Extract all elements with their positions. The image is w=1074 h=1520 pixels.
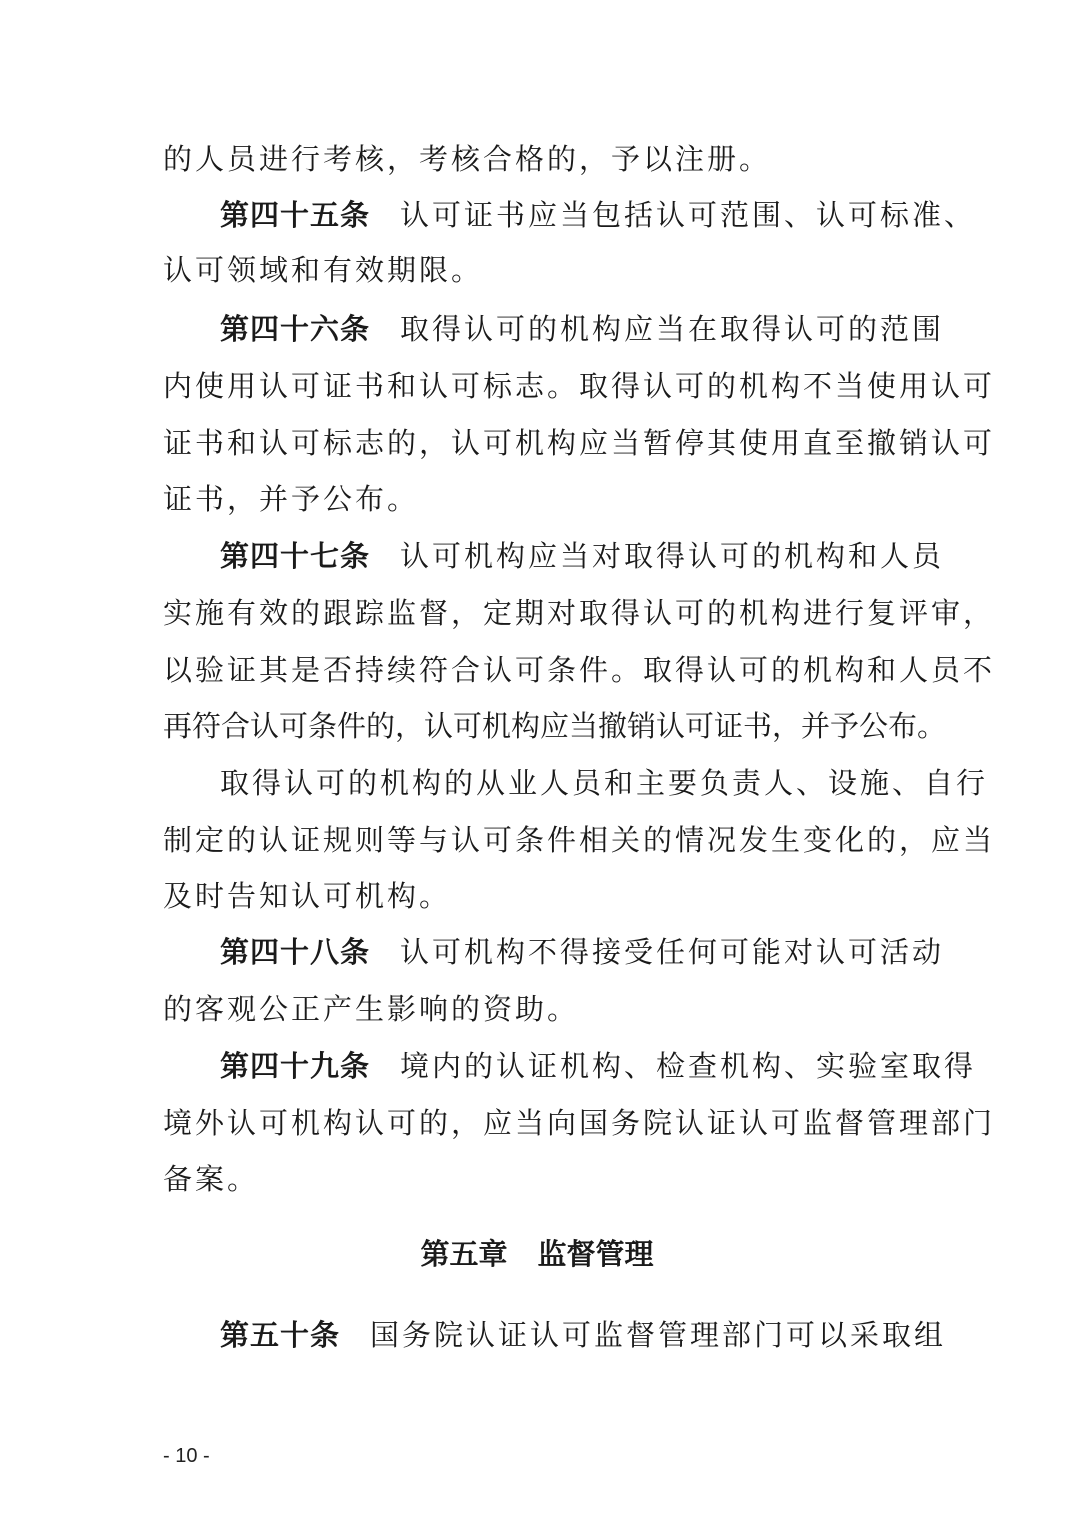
article-number: 第四十九条 — [220, 1049, 371, 1083]
paragraph-line: 实施有效的跟踪监督，定期对取得认可的机构进行复评审， — [163, 596, 996, 630]
article-number: 第四十六条 — [220, 312, 371, 346]
chapter-number: 第五章 — [420, 1237, 508, 1271]
paragraph-line: 证书，并予公布。 — [163, 482, 420, 516]
paragraph-line: 备案。 — [163, 1162, 260, 1196]
paragraph-line: 再符合认可条件的，认可机构应当撤销认可证书，并予公布。 — [163, 709, 947, 743]
paragraph-line: 的客观公正产生影响的资助。 — [163, 992, 580, 1026]
paragraph-line: 认可领域和有效期限。 — [163, 253, 484, 287]
article-number: 第四十八条 — [220, 935, 371, 969]
article-45-heading-line: 第四十五条 认可证书应当包括认可范围、认可标准、 — [220, 198, 977, 232]
paragraph-line: 取得认可的机构的从业人员和主要负责人、设施、自行 — [220, 766, 989, 800]
paragraph-line: 的人员进行考核，考核合格的，予以注册。 — [163, 142, 772, 176]
article-number: 第四十七条 — [220, 539, 371, 573]
article-49-heading-line: 第四十九条 境内的认证机构、检查机构、实验室取得 — [220, 1049, 977, 1083]
chapter-heading — [0, 1234, 1074, 1274]
article-47-heading-line: 第四十七条 认可机构应当对取得认可的机构和人员 — [220, 539, 945, 573]
chapter-title: 监督管理 — [537, 1237, 654, 1271]
article-48-heading-line: 第四十八条 认可机构不得接受任何可能对认可活动 — [220, 935, 945, 969]
page-number: - 10 - — [163, 1445, 210, 1467]
paragraph-line: 证书和认可标志的，认可机构应当暂停其使用直至撤销认可 — [163, 426, 996, 460]
article-number: 第四十五条 — [220, 198, 371, 232]
paragraph-line: 及时告知认可机构。 — [163, 879, 452, 913]
paragraph-line: 内使用认可证书和认可标志。取得认可的机构不当使用认可 — [163, 369, 996, 403]
paragraph-line: 制定的认证规则等与认可条件相关的情况发生变化的，应当 — [163, 823, 996, 857]
article-number: 第五十条 — [220, 1318, 341, 1352]
paragraph-line: 境外认可机构认可的，应当向国务院认证认可监督管理部门 — [163, 1106, 996, 1140]
article-50-heading-line: 第五十条 国务院认证认可监督管理部门可以采取组 — [220, 1318, 947, 1352]
paragraph-line: 以验证其是否持续符合认可条件。取得认可的机构和人员不 — [163, 653, 996, 687]
article-46-heading-line: 第四十六条 取得认可的机构应当在取得认可的范围 — [220, 312, 945, 346]
